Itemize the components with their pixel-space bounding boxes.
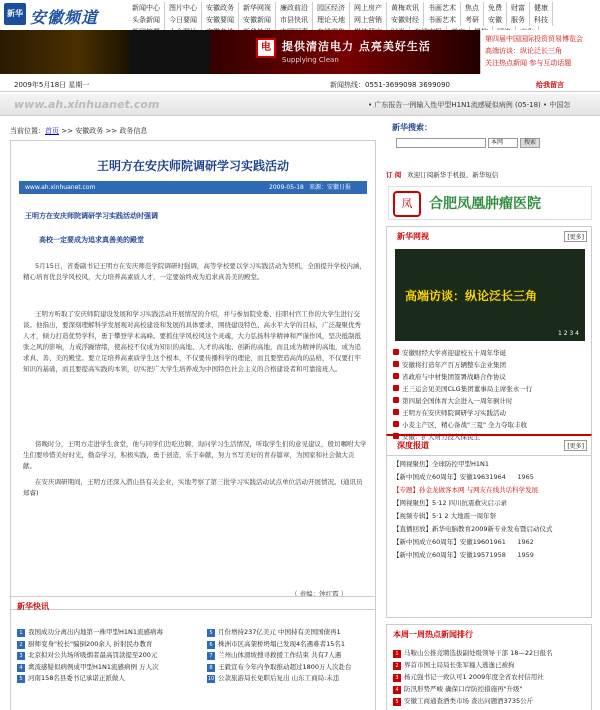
nav-link[interactable]: 书画艺术: [424, 2, 461, 14]
netvid-list: [393, 347, 589, 443]
article-subtitle-2: 高校一定要成为追求真善美的殿堂: [39, 236, 144, 244]
video-bullet-icon: [393, 361, 399, 367]
year-link[interactable]: 1959: [517, 551, 534, 559]
list-item[interactable]: [393, 659, 591, 671]
banner: [0, 30, 600, 74]
xinhua-news-item[interactable]: [207, 662, 377, 674]
article-date: 2009-05-18: [269, 184, 304, 191]
nav-link[interactable]: 廉政前沿: [276, 2, 313, 14]
list-item[interactable]: [393, 359, 589, 371]
breadcrumb-home[interactable]: 首页: [45, 127, 59, 135]
article-paragraph: 王明方听取了安庆师院建设发展和学习实践活动开展情况的介绍，并与参加院党委、挂职村官工作的大学生进行交谈。他指出，要深刻理解科学发展观对高校建设和发展的具体要求，围绕建设特色、高水平大学的目标，广泛凝聚优秀人才，倾力打造优势学科，勇于攀登学术高峰。要抓住学风校风这个灵魂，大力弘扬科学精神和严谨作风，坚决抵制抵张之风的影响，力戒浮躁情绪，使高校不仅成为知识的高地、人才的高地、创新的高地，而且成为精神的高地，成为追求真、善、美的殿堂。要立足培养高素质学生这个根本，不仅要传播科学的理论，而且要塑造高尚的品格，不仅要打牢知识的基础，而且要提高实践的本领，切实把广大学生培养成为中国特色社会主义的合格建设者和可靠接班人。: [23, 310, 361, 373]
video-bullet-icon: [393, 397, 399, 403]
list-item[interactable]: [393, 510, 591, 523]
power-logo-icon: 电: [256, 38, 276, 58]
deep-report-list: [393, 458, 591, 562]
subscribe-bar: [386, 168, 592, 182]
list-item: [17, 639, 377, 651]
news-headline[interactable]: 公款旅游局长免职后复出 山东工商局:未违: [218, 674, 340, 682]
news-number: 2: [17, 641, 25, 649]
nav-link[interactable]: 图片中心: [165, 2, 202, 14]
deep-report-headline[interactable]: 【网视聚焦】全球防控甲型H1N1: [393, 460, 490, 468]
list-item[interactable]: [393, 523, 591, 536]
xinhua-news-item[interactable]: [207, 673, 377, 685]
video-bullet-icon: [393, 421, 399, 427]
banner-left-image[interactable]: [0, 30, 130, 74]
rank-number: 5: [393, 698, 401, 706]
site-logo[interactable]: [4, 3, 124, 27]
video-bullet-icon: [393, 349, 399, 355]
breadcrumb: [10, 124, 376, 138]
video-caption: 高端访谈：纵论泛长三角: [405, 289, 538, 303]
hospital-ad-text: 合肥凤凰肿瘤医院: [429, 196, 541, 212]
weekly-rank-title: 本周一周热点新闻排行: [393, 630, 473, 639]
xinhua-news-item[interactable]: [17, 627, 207, 639]
video-pager[interactable]: 1 2 3 4: [558, 330, 579, 337]
xinhua-flash-box: [10, 596, 376, 710]
netvid-more-link[interactable]: [更多]: [564, 231, 587, 242]
current-date: 2009年5月18日 星期一: [14, 81, 90, 89]
news-headline[interactable]: 安徽将打造年产百万辆整车企业集团: [402, 361, 506, 369]
year-link[interactable]: 1962: [517, 538, 534, 546]
hospital-ad[interactable]: [388, 186, 592, 220]
article-source: 来源：安徽日报: [309, 184, 352, 191]
nav-link[interactable]: 头条新闻: [128, 14, 165, 26]
xinhua-flash-title: 新华快讯: [17, 602, 49, 611]
breadcrumb-sep: >>: [59, 127, 76, 135]
list-item[interactable]: [393, 671, 591, 683]
rank-number: 2: [393, 662, 401, 670]
banner-slogan: 提供清洁电力 点亮美好生活: [282, 40, 431, 53]
leave-message-link[interactable]: 给我留言: [536, 81, 564, 89]
rank-number: 3: [393, 674, 401, 682]
banner-link[interactable]: 高端访谈：纵论泛长三角: [485, 47, 562, 55]
weekly-rank-box: [386, 624, 592, 710]
rank-headline[interactable]: 界首市国土局局长张军撞人逃逸已被拘: [404, 661, 515, 669]
site-url-watermark: www.ah.xinhuanet.com: [14, 98, 160, 111]
xinhua-news-item[interactable]: [17, 673, 207, 685]
breadcrumb-section[interactable]: 安徽政务: [75, 127, 104, 135]
nav-link[interactable]: 科技: [530, 14, 553, 26]
article-title: 王明方在安庆师院调研学习实践活动: [96, 159, 289, 173]
deep-report-headline[interactable]: 【新中国成立60周年】安徽1960: [393, 538, 490, 546]
article: [10, 140, 376, 610]
list-item[interactable]: [393, 647, 591, 659]
list-item[interactable]: [393, 419, 589, 431]
banner-slogan-en: Supplying Clean: [282, 56, 339, 64]
banner-links: [480, 30, 600, 74]
xinhua-news-item[interactable]: [207, 650, 377, 662]
list-item[interactable]: [393, 549, 591, 562]
list-item[interactable]: [393, 484, 591, 497]
news-number: 7: [207, 652, 215, 660]
video-bullet-icon: [393, 385, 399, 391]
news-hotline: 新闻热线：0551-3699098 3699090: [330, 81, 450, 89]
news-number: 5: [207, 629, 215, 637]
breadcrumb-sep: >>: [103, 127, 120, 135]
year-link[interactable]: 1965: [517, 473, 534, 481]
news-number: 8: [207, 664, 215, 672]
news-headline[interactable]: 厨师变身"校长"骗倒200余人 折射民办教育: [28, 639, 153, 648]
deep-report-box: [386, 434, 592, 618]
weekly-rank-list: [393, 647, 591, 707]
xinhua-logo-icon: 新华: [4, 3, 26, 25]
article-paragraph: 傍晚时分，王明方走进学生食堂，他与同学们边吃边聊，询问学习生活情况，听取学生们的意见建议，殷切嘱咐大学生们要珍惜美好时光，勤奋学习，积极实践，勇于创造，乐于奉献，努力书写美好的青春篇章，为国家和社会做大贡献。: [23, 440, 367, 470]
list-item: [17, 662, 377, 674]
article-subtitle: 王明方在安庆师院调研学习实践活动时强调: [25, 212, 158, 220]
list-item[interactable]: [393, 371, 589, 383]
news-headline[interactable]: 株洲市区高架桥坍塌已发现4名遇难者15名1: [218, 639, 346, 648]
news-headline[interactable]: 第四届全国体育大会进入一周年倒计时: [402, 397, 513, 405]
news-headline[interactable]: 小麦主产区，精心备战"三夏" 全力夺取丰收: [402, 421, 528, 429]
url-bar: [0, 94, 600, 116]
news-headline[interactable]: 省政府与中材集团签署战略合作协议: [402, 373, 506, 381]
banner-ad[interactable]: [210, 30, 480, 74]
news-headline[interactable]: 禽流感疑似病例成甲型H1N1流感病例 万人次: [28, 662, 159, 671]
year-link[interactable]: 1958: [489, 551, 506, 559]
subscribe-label: 订 阅: [386, 171, 402, 179]
nav-link[interactable]: 市县快讯: [276, 14, 313, 26]
nav-link[interactable]: 新闻中心: [128, 2, 165, 14]
list-item[interactable]: [393, 458, 591, 471]
article-editor: （ 责编：钟红霞 ）: [291, 590, 348, 598]
xinhua-news-item[interactable]: [17, 650, 207, 662]
news-number: 1: [17, 629, 25, 637]
search-button[interactable]: 搜索: [520, 138, 540, 148]
subscribe-link[interactable]: 欢迎订阅新华手机报、新华短信: [407, 171, 499, 179]
news-headline[interactable]: 北京拟对公共场所吸烟者最高罚款提至200元: [28, 651, 158, 659]
deep-report-headline[interactable]: 【新中国成立60周年】安徽1963: [393, 473, 490, 481]
list-item[interactable]: [393, 536, 591, 549]
rank-headline[interactable]: 安徽工商通查酒类市场 查出问题酒3735公斤: [404, 697, 534, 705]
nav-link[interactable]: 焦点: [461, 2, 484, 14]
nav-link[interactable]: 今日要闻: [165, 14, 202, 26]
news-headline[interactable]: 安徽财经大学喜迎建校五十周年华诞: [402, 349, 506, 357]
news-number: 6: [207, 641, 215, 649]
news-headline[interactable]: 我国成功分离出内地第一株甲型H1N1流感病毒: [28, 628, 164, 636]
deep-report-headline[interactable]: 【专题】孙金龙做客本网 与网友在线共话科学发展: [393, 486, 539, 494]
nav-link[interactable]: 安徽政务: [202, 2, 239, 14]
list-item[interactable]: [393, 695, 591, 707]
nav-link[interactable]: 理论天地: [313, 14, 350, 26]
nav-link[interactable]: 免费: [484, 2, 507, 14]
rank-headline[interactable]: 马鞍山公推竞聘选拔副处级领导干部 18—22日报名: [404, 649, 553, 657]
nav-link[interactable]: 安徽财经: [387, 14, 424, 26]
rank-number: 1: [393, 650, 401, 658]
search-box: [386, 118, 592, 154]
nav-link[interactable]: 黄梅欢讯: [387, 2, 424, 14]
year-link[interactable]: 1964: [489, 473, 506, 481]
nav-link[interactable]: 考研: [461, 14, 484, 26]
hospital-logo-icon: 凤: [393, 191, 421, 217]
deep-report-headline[interactable]: 【新中国成立60周年】安徽1957: [393, 551, 490, 559]
list-item[interactable]: [393, 497, 591, 510]
news-number: 10: [207, 676, 215, 682]
video-bullet-icon: [393, 409, 399, 415]
list-item[interactable]: [393, 683, 591, 695]
article-meta-bar: [19, 181, 367, 194]
news-ticker[interactable]: • 广东报告一例输入性甲型H1N1流感疑似病例 (05-18) • 中国怎: [368, 101, 571, 109]
news-number: 3: [17, 652, 25, 660]
breadcrumb-prefix: 当前位置：: [10, 127, 45, 135]
rank-headline[interactable]: 防汛形势严峻 确保口岸防控措施再"升级": [404, 685, 523, 693]
nav-link[interactable]: 财富: [507, 2, 530, 14]
nav-link[interactable]: 健康: [530, 2, 553, 14]
nav-row-1: [128, 2, 600, 14]
news-headline[interactable]: 王三运会见美国CLG集团董事局主席张永一行: [402, 385, 533, 393]
deep-report-more-link[interactable]: [更多]: [564, 440, 587, 451]
list-item: [17, 673, 377, 685]
news-headline[interactable]: 兰州山体滑坡搜寻救援工作结束 共有7人遇: [218, 651, 342, 659]
news-headline[interactable]: 王明方在安庆师院调研学习实践活动: [402, 409, 506, 417]
nav-link[interactable]: 服务: [507, 14, 530, 26]
nav-link[interactable]: 网上营销: [350, 14, 387, 26]
news-number: 5: [17, 675, 25, 683]
nav-link[interactable]: 安徽: [484, 14, 507, 26]
netvid-title: 新华网视: [397, 232, 429, 241]
banner-link[interactable]: 关注热点新闻 参与互动话题: [485, 59, 572, 67]
rank-headline[interactable]: 杨元强书记一致认可1 2009年度全省农村信用社: [404, 673, 544, 681]
news-headline[interactable]: 安徽：扩大财力投入保民生: [402, 433, 480, 441]
deep-report-title: 深度报道: [397, 441, 429, 450]
xinhua-news-item[interactable]: [17, 662, 207, 674]
nav-link[interactable]: 安徽新闻: [239, 14, 276, 26]
video-bullet-icon: [393, 373, 399, 379]
xinhua-news-item[interactable]: [207, 639, 377, 651]
search-scope-select[interactable]: 本网: [488, 138, 518, 148]
news-headline[interactable]: 月份增持237亿美元 中国持有美国国债再1: [218, 628, 341, 636]
rank-number: 4: [393, 686, 401, 694]
list-item[interactable]: [393, 471, 591, 484]
search-title: 新华搜索：: [392, 123, 432, 132]
netvid-box: [386, 226, 592, 456]
list-item[interactable]: [393, 347, 589, 359]
info-bar: [0, 78, 600, 92]
top-header: [0, 0, 600, 28]
deep-report-headline[interactable]: 【网视聚焦】5·12 四川抗震救灾启示录: [393, 499, 508, 507]
article-url: www.ah.xinhuanet.com: [25, 184, 96, 191]
nav-link[interactable]: 安徽要闻: [202, 14, 239, 26]
news-headline[interactable]: 王毅宣布今年内争取推动超过1800万人次赴台: [218, 662, 352, 671]
list-item: [17, 627, 377, 639]
xinhua-news-item[interactable]: [207, 627, 377, 639]
video-player[interactable]: [395, 249, 585, 341]
news-number: 4: [17, 664, 25, 672]
channel-name: 安徽频道: [30, 8, 99, 27]
search-input[interactable]: [396, 138, 486, 148]
banner-link[interactable]: 第四届中国国际投资贸易博览会: [485, 35, 583, 43]
breadcrumb-page[interactable]: 政务信息: [119, 127, 148, 135]
list-item[interactable]: [393, 407, 589, 419]
nav-link[interactable]: 书画艺术: [424, 14, 461, 26]
xinhua-flash-list: [17, 627, 377, 685]
article-paragraph: 在安庆调研期间，王明方还深入潜山县有关企业，实地考察了第三批学习实践活动试点单位活动开展情况。(通讯员郑睿): [23, 478, 363, 497]
nav-row-2: [128, 14, 600, 26]
nav-link[interactable]: 园区经济: [313, 2, 350, 14]
news-headline[interactable]: 河南158名县委书记承诺正派做人: [28, 674, 125, 682]
nav-link[interactable]: 网上房产: [350, 2, 387, 14]
year-link[interactable]: 1961: [489, 538, 506, 546]
deep-report-headline[interactable]: 【直播回放】新华电脑教育2009新专业发布暨启动仪式: [393, 525, 553, 533]
list-item: [17, 650, 377, 662]
list-item[interactable]: [393, 395, 589, 407]
deep-report-headline[interactable]: 【视频专辑】5·1 2 大地震一周年祭: [393, 512, 497, 520]
xinhua-news-item[interactable]: [17, 639, 207, 651]
list-item[interactable]: [393, 383, 589, 395]
article-paragraph: 5月15日，省委副书记王明方在安庆师范学院调研时强调，高等学校要以学习实践活动为契机，全面提升学校内涵，精心培育优良学风校风，大力培养高素质人才，一定要始终成为追求真善美的殿堂。: [23, 262, 366, 281]
nav-link[interactable]: 新华网视: [239, 2, 276, 14]
